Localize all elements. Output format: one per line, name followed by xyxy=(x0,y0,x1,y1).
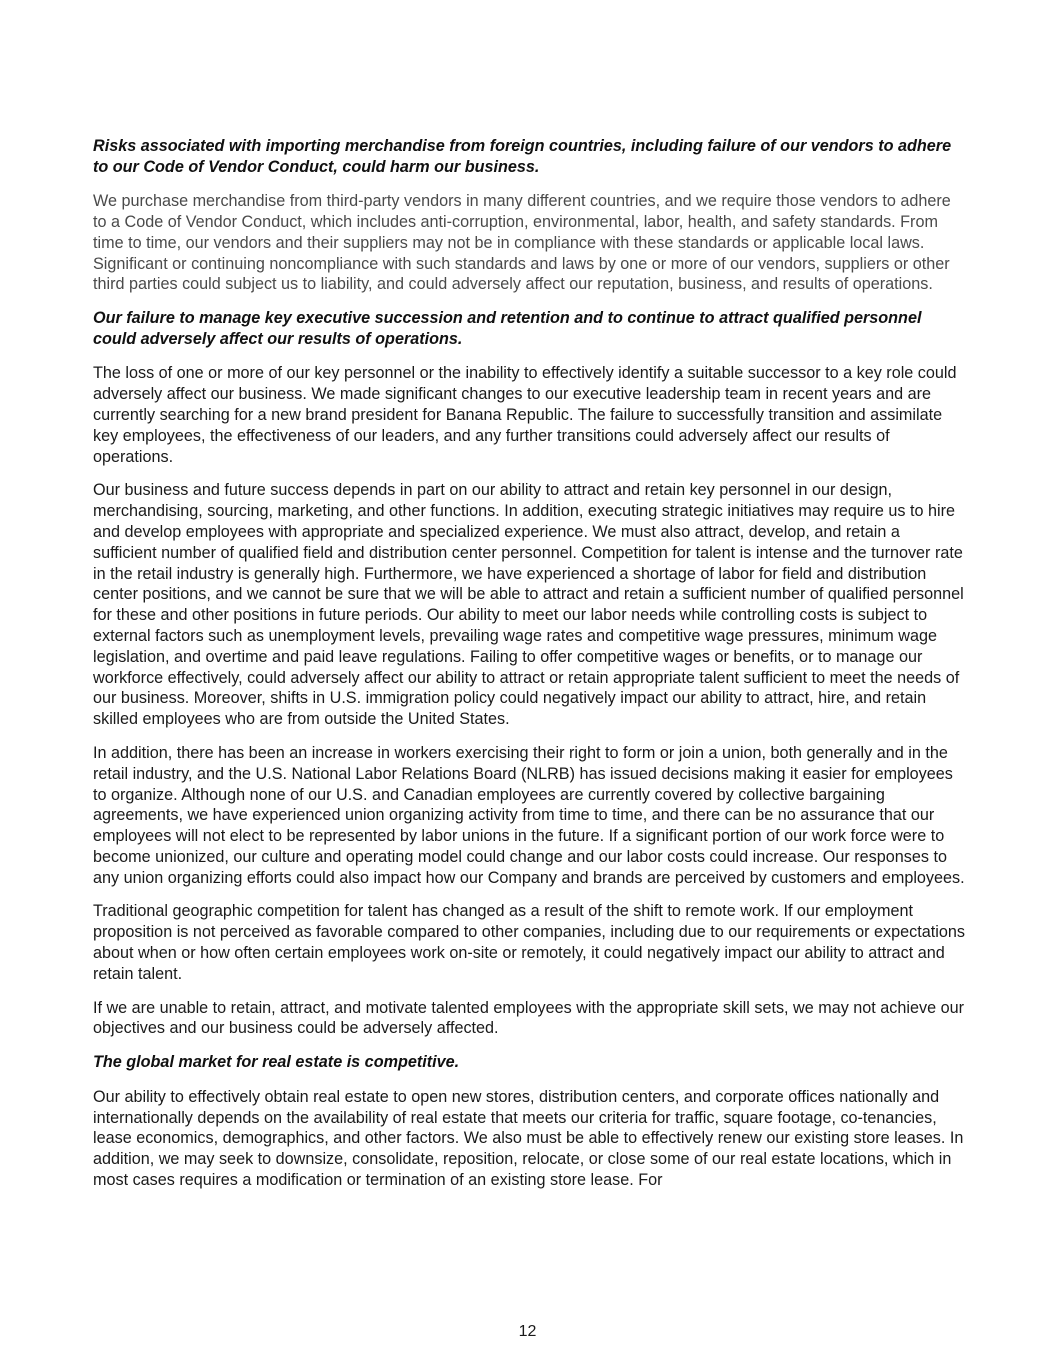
document-body xyxy=(93,136,965,1204)
paragraph-remote-work: Traditional geographic competition for talent has changed as a result of the shift to remote work. If our employment proposition is not perceived as favorable compared to other companies, including due to our requirements or expectations about when or how often certain employees work on-site or remotely, it could negatively impact our ability to attract and retain talent. xyxy=(93,902,965,983)
section-heading-executive-succession: Our failure to manage key executive succession and retention and to continue to attract qualified personnel could adversely affect our results of operations. xyxy=(93,309,922,348)
paragraph-real-estate: Our ability to effectively obtain real estate to open new stores, distribution centers, and corporate offices nationally and internationally depends on the availability of real estate that meets our criteria for traffic, square footage, co-tenancies, lease economics, demographics, and other factors. We also must be able to effectively renew our existing store leases. In addition, we may seek to downsize, consolidate, reposition, relocate, or close some of our real estate locations, which in most cases requires a modification or termination of an existing store lease. For xyxy=(93,1087,964,1190)
page-number: 12 xyxy=(518,1323,537,1340)
paragraph-attract-retain-talent: Our business and future success depends in part on our ability to attract and retain key personnel in our design, merchandising, sourcing, marketing, and other functions. In addition, executing strategic initiatives may require us to hire and develop employees with appropriate and specialized experience. We must also attract, develop, and retain a sufficient number of qualified field and distribution center personnel. Competition for talent is intense and the turnover rate in the retail industry is generally high. Furthermore, we have experienced a shortage of labor for field and distribution center positions, and we cannot be sure that we will be able to attract and retain a sufficient number of qualified personnel for these and other positions in future periods. Our ability to meet our labor needs while controlling costs is subject to external factors such as unemployment levels, prevailing wage rates and competitive wage pressures, minimum wage legislation, and overtime and paid leave regulations. Failing to offer competitive wages or benefits, or to manage our workforce effectively, could adversely affect our ability to attract or retain appropriate talent sufficient to meet the needs of our business. Moreover, shifts in U.S. immigration policy could negatively impact our ability to attract, hire, and retain skilled employees who are from outside the United States. xyxy=(93,481,964,729)
paragraph-key-personnel-loss: The loss of one or more of our key personnel or the inability to effectively identify a suitable successor to a key role could adversely affect our business. We made significant changes to our executive leadership team in recent years and are currently searching for a new brand president for Banana Republic. The failure to successfully transition and assimilate key employees, the effectiveness of our leaders, and any further transitions could adversely affect our results of operations. xyxy=(93,364,957,466)
paragraph-objectives: If we are unable to retain, attract, and motivate talented employees with the appropriate skill sets, we may not achieve our objectives and our business could be adversely affected. xyxy=(93,998,964,1038)
section-heading-importing-risks: Risks associated with importing merchandise from foreign countries, including failure of our vendors to adhere to our Code of Vendor Conduct, could harm our business. xyxy=(93,137,952,176)
paragraph-union-organizing: In addition, there has been an increase in workers exercising their right to form or join a union, both generally and in the retail industry, and the U.S. National Labor Relations Board (NLRB) has issued decisions making it easier for employees to organize. Although none of our U.S. and Canadian employees are currently covered by collective bargaining agreements, we have experienced union organizing activity from time to time, and there can be no assurance that our employees will not elect to be represented by labor unions in the future. If a significant portion of our work force were to become unionized, our culture and operating model could change and our labor costs could increase. Our responses to any union organizing efforts could also impact how our Company and brands are perceived by customers and employees. xyxy=(93,743,965,887)
paragraph-vendor-conduct: We purchase merchandise from third-party vendors in many different countries, and we require those vendors to adhere to a Code of Vendor Conduct, which includes anti-corruption, environmental, labor, health, and safety standards. From time to time, our vendors and their suppliers may not be in compliance with these standards or applicable local laws. Significant or continuing noncompliance with such standards and laws by one or more of our vendors, suppliers or other third parties could subject us to liability, and could adversely affect our reputation, business, and results of operations. xyxy=(93,192,951,294)
section-heading-real-estate: The global market for real estate is competitive. xyxy=(93,1053,460,1072)
